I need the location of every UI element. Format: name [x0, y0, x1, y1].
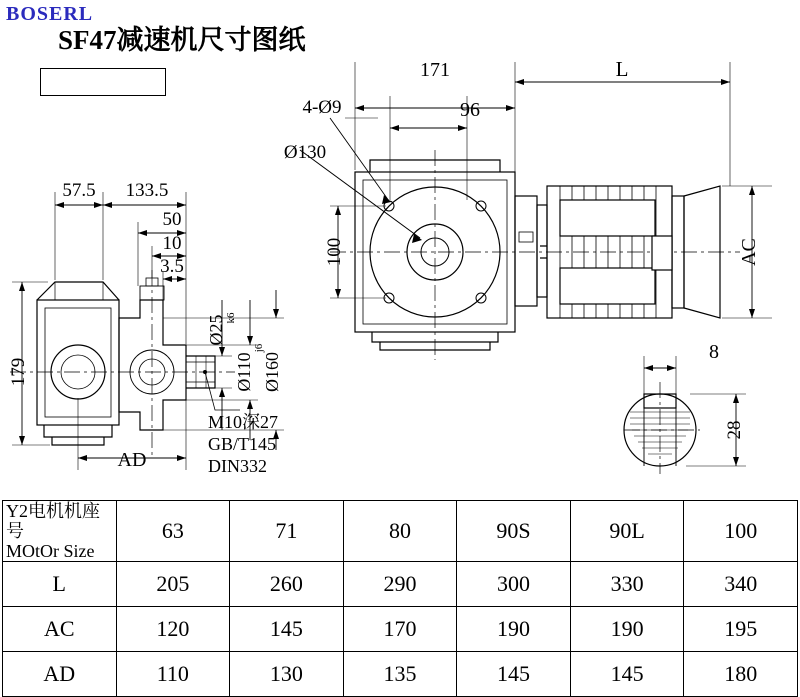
table-header-cell: 90S [457, 501, 571, 562]
dim-d110-tol: j6 [253, 343, 265, 353]
table-cell: 145 [457, 652, 571, 697]
dim-57-5: 57.5 [62, 180, 96, 201]
dim-50: 50 [162, 209, 182, 230]
note-din332: DIN332 [208, 456, 267, 476]
table-cell: 130 [230, 652, 344, 697]
dim-179: 179 [8, 357, 29, 387]
table-cell: 190 [570, 607, 684, 652]
table-header-row [3, 501, 798, 562]
table-cell: 135 [343, 652, 457, 697]
row-label-L: L [3, 562, 117, 607]
dim-d25: Ø25 [206, 314, 226, 346]
table-cell: 190 [457, 607, 571, 652]
row-label-AD: AD [3, 652, 117, 697]
table-cell: 330 [570, 562, 684, 607]
dim-3-5: 3.5 [160, 256, 184, 277]
dim-d130: Ø130 [283, 142, 327, 163]
table-cell: 145 [570, 652, 684, 697]
dim-4-holes: 4-Ø9 [302, 97, 342, 118]
table-cell: 300 [457, 562, 571, 607]
dim-d110: Ø110 [234, 352, 254, 392]
dim-8: 8 [709, 341, 719, 363]
table-header-cell: 63 [116, 501, 230, 562]
logo-text: BOSERL [6, 3, 94, 25]
table-header-label-en: MOtOr Size [6, 541, 95, 561]
table-header-label-cn: Y2电机机座号 [6, 501, 100, 541]
dim-d160: Ø160 [262, 352, 282, 392]
table-header-cell: 71 [230, 501, 344, 562]
dim-10: 10 [162, 233, 182, 254]
dim-28: 28 [724, 420, 745, 440]
table-row [3, 562, 798, 607]
dim-L: L [615, 57, 629, 81]
table-cell: 205 [116, 562, 230, 607]
table-cell: 170 [343, 607, 457, 652]
dim-d25-tol: k6 [225, 312, 237, 324]
table-cell: 260 [230, 562, 344, 607]
dim-171: 171 [420, 59, 450, 81]
table-row [3, 652, 798, 697]
dim-100-top: 100 [324, 237, 345, 267]
table-row [3, 607, 798, 652]
dim-96: 96 [460, 99, 480, 121]
note-gbt145: GB/T145 [208, 434, 277, 454]
table-header-cell: 80 [343, 501, 457, 562]
note-m10: M10深27 [208, 412, 279, 432]
table-cell: 110 [116, 652, 230, 697]
table-cell: 290 [343, 562, 457, 607]
row-label-AC: AC [3, 607, 117, 652]
dim-133-5: 133.5 [125, 180, 169, 201]
page-title: SF47减速机尺寸图纸 [58, 25, 306, 55]
table-header-label [3, 501, 117, 562]
table-cell: 120 [116, 607, 230, 652]
table-cell: 180 [684, 652, 798, 697]
table-cell: 195 [684, 607, 798, 652]
spec-table [2, 500, 798, 697]
table-cell: 145 [230, 607, 344, 652]
table-header-cell: 90L [570, 501, 684, 562]
table-header-cell: 100 [684, 501, 798, 562]
dim-AD: AD [117, 449, 147, 471]
dim-AC: AC [738, 238, 760, 266]
table-cell: 340 [684, 562, 798, 607]
